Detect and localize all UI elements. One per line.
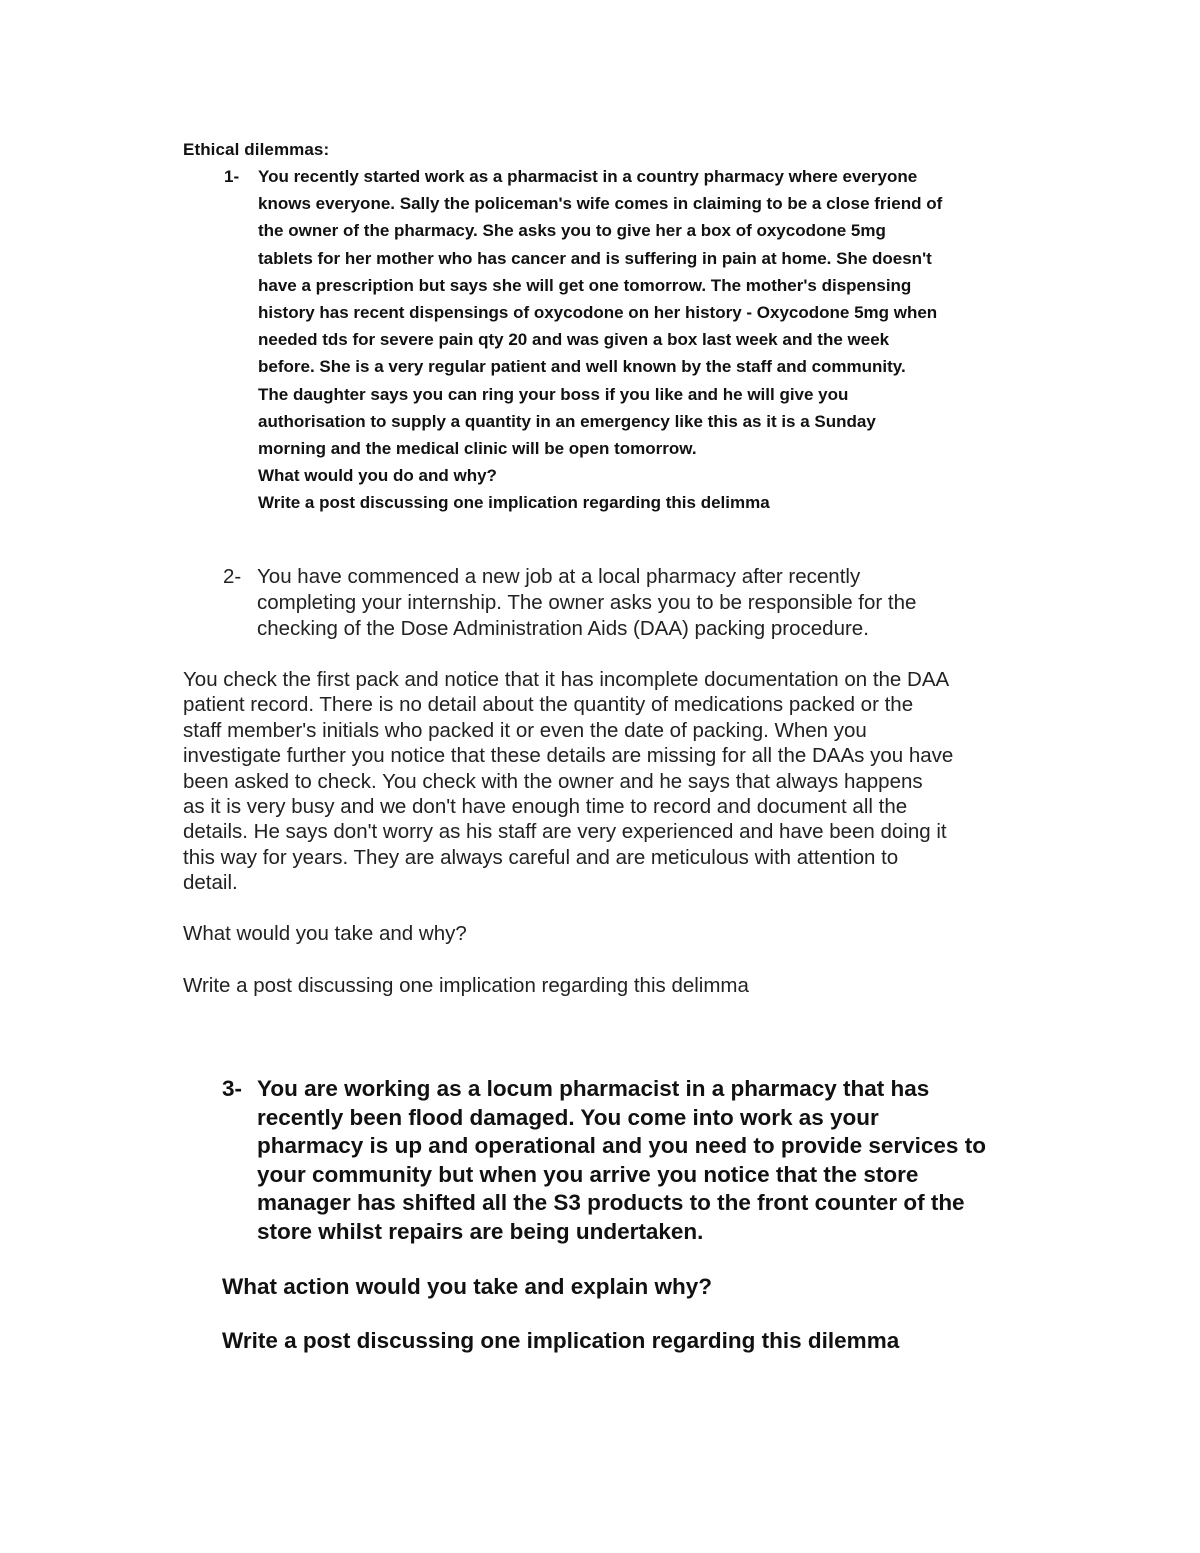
dilemma-2-para-line: as it is very busy and we don't have enough time to record and document all the xyxy=(183,795,908,819)
dilemma-2-intro xyxy=(257,564,916,642)
dilemma-3-intro-line: pharmacy is up and operational and you need to provide services to xyxy=(257,1133,986,1158)
dilemma-1-line: authorisation to supply a quantity in an emergency like this as it is a Sunday xyxy=(258,411,876,431)
dilemma-3-task: Write a post discussing one implication regarding this dilemma xyxy=(222,1328,900,1353)
dilemma-2-para-line: details. He says don't worry as his staff are very experienced and have been doing it xyxy=(183,820,947,844)
dilemma-1-line: You recently started work as a pharmacist in a country pharmacy where everyone xyxy=(258,167,918,186)
dilemma-1-line: knows everyone. Sally the policeman's wife comes in claiming to be a close friend of xyxy=(258,194,943,214)
dilemma-1-line: The daughter says you can ring your boss if you like and he will give you xyxy=(258,384,849,404)
dilemma-3-intro-line: your community but when you arrive you notice that the store xyxy=(257,1161,919,1187)
dilemma-1-line: history has recent dispensings of oxycodone on her history - Oxycodone 5mg when xyxy=(258,303,938,323)
dilemma-3-intro-line: store whilst repairs are being undertaken. xyxy=(257,1218,704,1244)
dilemma-3-intro-line: You are working as a locum pharmacist in a pharmacy that has xyxy=(257,1076,930,1101)
dilemma-1-line: tablets for her mother who has cancer and is suffering in pain at home. She doesn't xyxy=(258,248,932,268)
dilemma-2-number: 2- xyxy=(223,565,242,588)
dilemma-2-task: Write a post discussing one implication regarding this delimma xyxy=(183,974,749,997)
dilemma-1-line: have a prescription but says she will get one tomorrow. The mother's dispensing xyxy=(258,275,912,295)
dilemma-1-line: morning and the medical clinic will be open tomorrow. xyxy=(258,439,697,459)
dilemma-2-paragraph xyxy=(183,667,953,896)
document-heading: Ethical dilemmas: xyxy=(183,140,330,159)
dilemma-2-para-line: patient record. There is no detail about the quantity of medications packed or the xyxy=(183,693,914,717)
dilemma-1-question: What would you do and why? xyxy=(258,466,497,486)
dilemma-3-intro-line: recently been flood damaged. You come into work as your xyxy=(257,1104,879,1130)
dilemma-2-intro-line: checking of the Dose Administration Aids (DAA) packing procedure. xyxy=(257,617,869,640)
dilemma-3-number: 3- xyxy=(222,1076,243,1101)
dilemma-2-para-line: this way for years. They are always careful and are meticulous with attention to xyxy=(183,845,899,869)
dilemma-1-number: 1- xyxy=(224,167,240,186)
dilemma-1-line: the owner of the pharmacy. She asks you to give her a box of oxycodone 5mg xyxy=(258,221,886,241)
dilemma-2-intro-line: You have commenced a new job at a local pharmacy after recently xyxy=(257,565,861,588)
dilemma-3-intro xyxy=(257,1075,986,1246)
dilemma-2-para-line: investigate further you notice that these details are missing for all the DAAs you have xyxy=(183,744,954,768)
dilemma-1-text xyxy=(258,163,1048,517)
dilemma-2-para-line: been asked to check. You check with the owner and he says that always happens xyxy=(183,769,923,793)
dilemma-1-line: before. She is a very regular patient and well known by the staff and community. xyxy=(258,357,906,377)
dilemma-3-intro-line: manager has shifted all the S3 products to the front counter of the xyxy=(257,1190,965,1215)
dilemma-2-para-line: staff member's initials who packed it or even the date of packing. When you xyxy=(183,718,867,742)
dilemma-2-para-line: You check the first pack and notice that it has incomplete documentation on the DAA xyxy=(183,668,950,691)
dilemma-1-line: needed tds for severe pain qty 20 and was given a box last week and the week xyxy=(258,330,890,350)
dilemma-1-task: Write a post discussing one implication regarding this delimma xyxy=(258,493,770,513)
dilemma-3-question: What action would you take and explain why? xyxy=(222,1274,713,1299)
dilemma-2-para-line: detail. xyxy=(183,871,238,895)
dilemma-2-question: What would you take and why? xyxy=(183,922,467,945)
dilemma-2-intro-line: completing your internship. The owner asks you to be responsible for the xyxy=(257,591,917,614)
